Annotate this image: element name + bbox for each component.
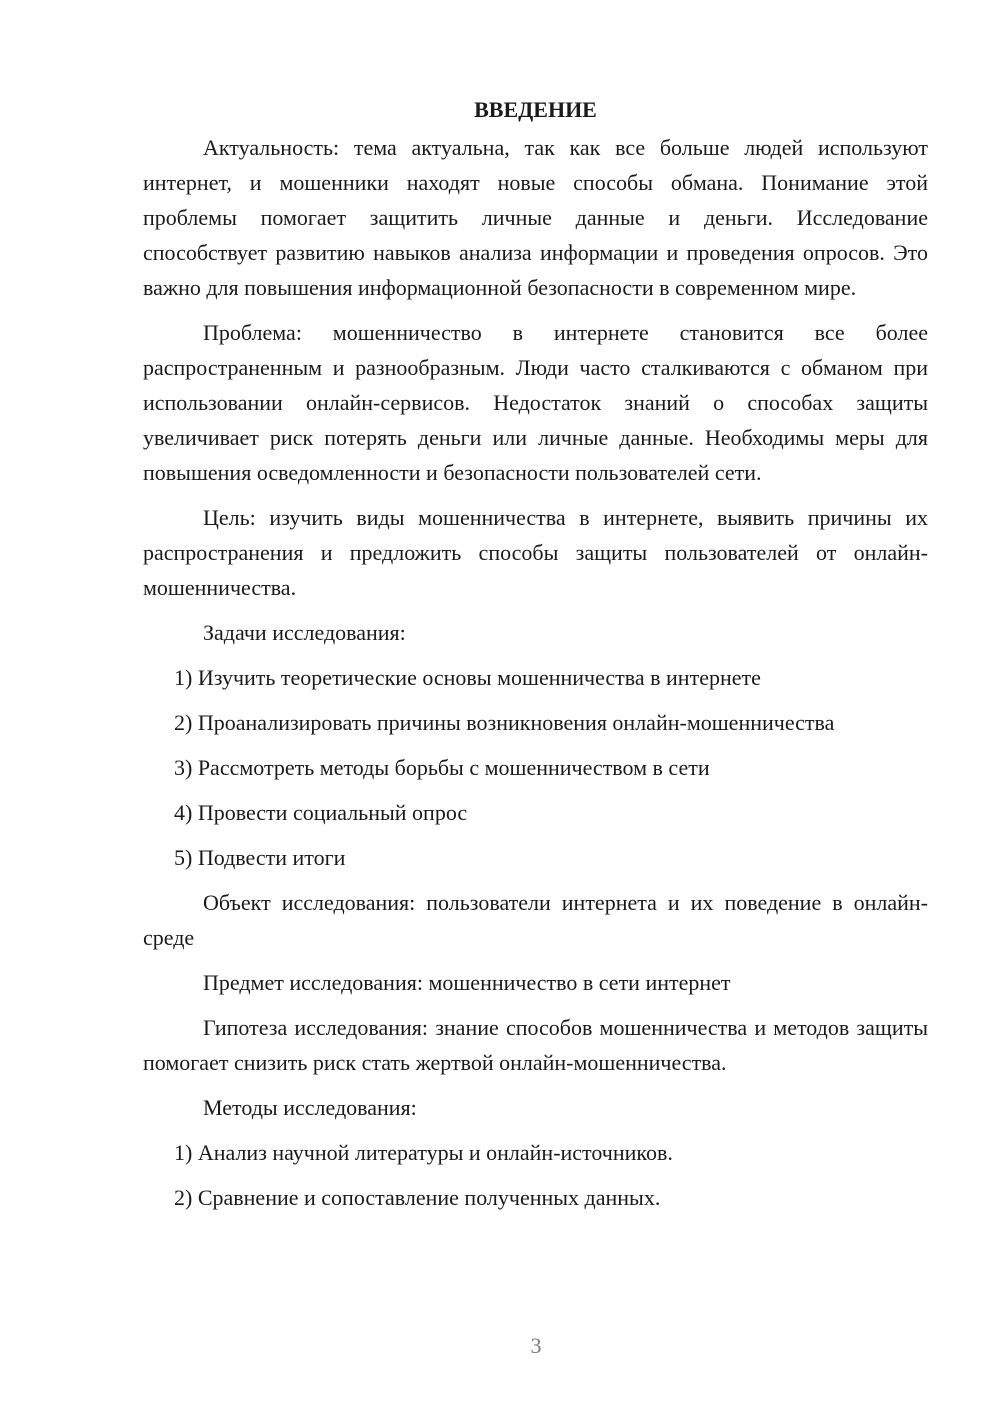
- problem-paragraph: Проблема: мошенничество в интернете становится все более распространенным и разнообразным. Люди часто сталкиваются с обманом при использовании онлайн-сервисов. Недостаток знаний о способах защиты увеличивает риск потерять деньги или личные данные. Необходимы меры для повышения осведомленности и безопасности пользователей сети.: [143, 320, 928, 485]
- task-item: 2) Проанализировать причины возникновения онлайн-мошенничества: [174, 710, 835, 735]
- methods-heading: Методы исследования:: [203, 1095, 417, 1120]
- object-paragraph: Объект исследования: пользователи интернета и их поведение в онлайн-среде: [143, 890, 928, 950]
- method-item: 2) Сравнение и сопоставление полученных данных.: [174, 1185, 661, 1210]
- tasks-heading: Задачи исследования:: [203, 620, 406, 645]
- method-item: 1) Анализ научной литературы и онлайн-источников.: [174, 1140, 673, 1165]
- task-item: 1) Изучить теоретические основы мошенничества в интернете: [174, 665, 761, 690]
- goal-paragraph: Цель: изучить виды мошенничества в интернете, выявить причины их распространения и предложить способы защиты пользователей от онлайн-мошенничества.: [143, 505, 928, 600]
- task-item: 4) Провести социальный опрос: [174, 800, 468, 825]
- page-number: 3: [530, 1333, 542, 1358]
- section-title: ВВЕДЕНИЕ: [474, 97, 597, 122]
- task-item: 5) Подвести итоги: [174, 845, 346, 870]
- document-page: [143, 92, 928, 1225]
- task-item: 3) Рассмотреть методы борьбы с мошенничеством в сети: [174, 755, 710, 780]
- subject-paragraph: Предмет исследования: мошенничество в сети интернет: [203, 970, 731, 995]
- hypothesis-paragraph: Гипотеза исследования: знание способов мошенничества и методов защиты помогает снизить риск стать жертвой онлайн-мошенничества.: [143, 1015, 928, 1075]
- relevance-paragraph: Актуальность: тема актуальна, так как все больше людей используют интернет, и мошенники находят новые способы обмана. Понимание этой проблемы помогает защитить личные данные и деньги. Исследование способствует развитию навыков анализа информации и проведения опросов. Это важно для повышения информационной безопасности в современном мире.: [143, 135, 928, 300]
